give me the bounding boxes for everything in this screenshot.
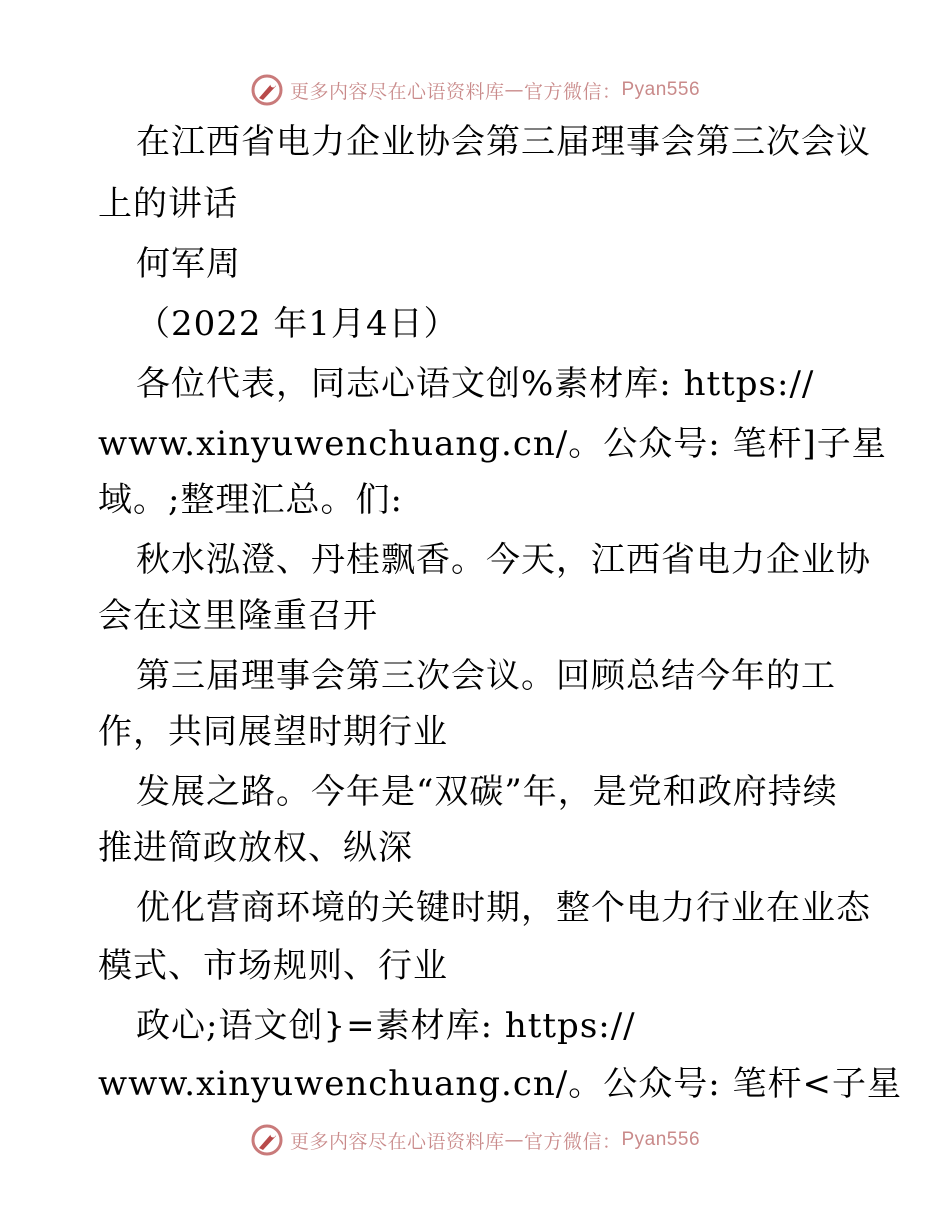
- watermark-wechat-label: 官方微信：: [523, 80, 622, 103]
- speech-date: （2022 年1月4日）: [136, 304, 459, 344]
- watermark-separator: —: [504, 1129, 524, 1151]
- watermark-wechat-id: Pyan556: [621, 79, 701, 100]
- watermark-wechat-id: Pyan556: [621, 1129, 701, 1150]
- footer-watermark: [0, 1120, 950, 1160]
- title-line-1: 在江西省电力企业协会第三届理事会第三次会议: [136, 122, 871, 162]
- pen-nib-logo-icon: [250, 1123, 284, 1157]
- author-name: 何军周: [136, 244, 241, 284]
- watermark-main-text: 更多内容尽在心语资料库: [289, 1130, 505, 1153]
- paragraph-line: 政心;语文创}=素材库: https://: [136, 1006, 636, 1046]
- watermark-separator: —: [504, 79, 524, 101]
- paragraph-line: 第三届理事会第三次会议。回顾总结今年的工: [136, 656, 836, 696]
- paragraph-line: 域。;整理汇总。们:: [98, 480, 403, 520]
- paragraph-line: www.xinyuwenchuang.cn/。公众号: 笔杆]子星: [98, 424, 887, 464]
- paragraph-line: 会在这里隆重召开: [98, 596, 378, 636]
- watermark-wechat-label: 官方微信：: [523, 1130, 622, 1153]
- paragraph-line: 推进简政放权、纵深: [98, 828, 413, 868]
- paragraph-line: 秋水泓澄、丹桂飘香。今天，江西省电力企业协: [136, 540, 871, 580]
- paragraph-line: 优化营商环境的关键时期，整个电力行业在业态: [136, 888, 871, 928]
- header-watermark: [0, 70, 950, 110]
- paragraph-line: 模式、市场规则、行业: [98, 946, 448, 986]
- pen-nib-logo-icon: [250, 73, 284, 107]
- title-line-2: 上的讲话: [98, 184, 238, 224]
- watermark-main-text: 更多内容尽在心语资料库: [289, 80, 505, 103]
- paragraph-line: www.xinyuwenchuang.cn/。公众号: 笔杆<子星: [98, 1064, 902, 1104]
- paragraph-line: 各位代表，同志心语文创%素材库: https://: [136, 364, 815, 404]
- paragraph-line: 作，共同展望时期行业: [98, 712, 448, 752]
- paragraph-line: 发展之路。今年是“双碳”年，是党和政府持续: [136, 772, 838, 812]
